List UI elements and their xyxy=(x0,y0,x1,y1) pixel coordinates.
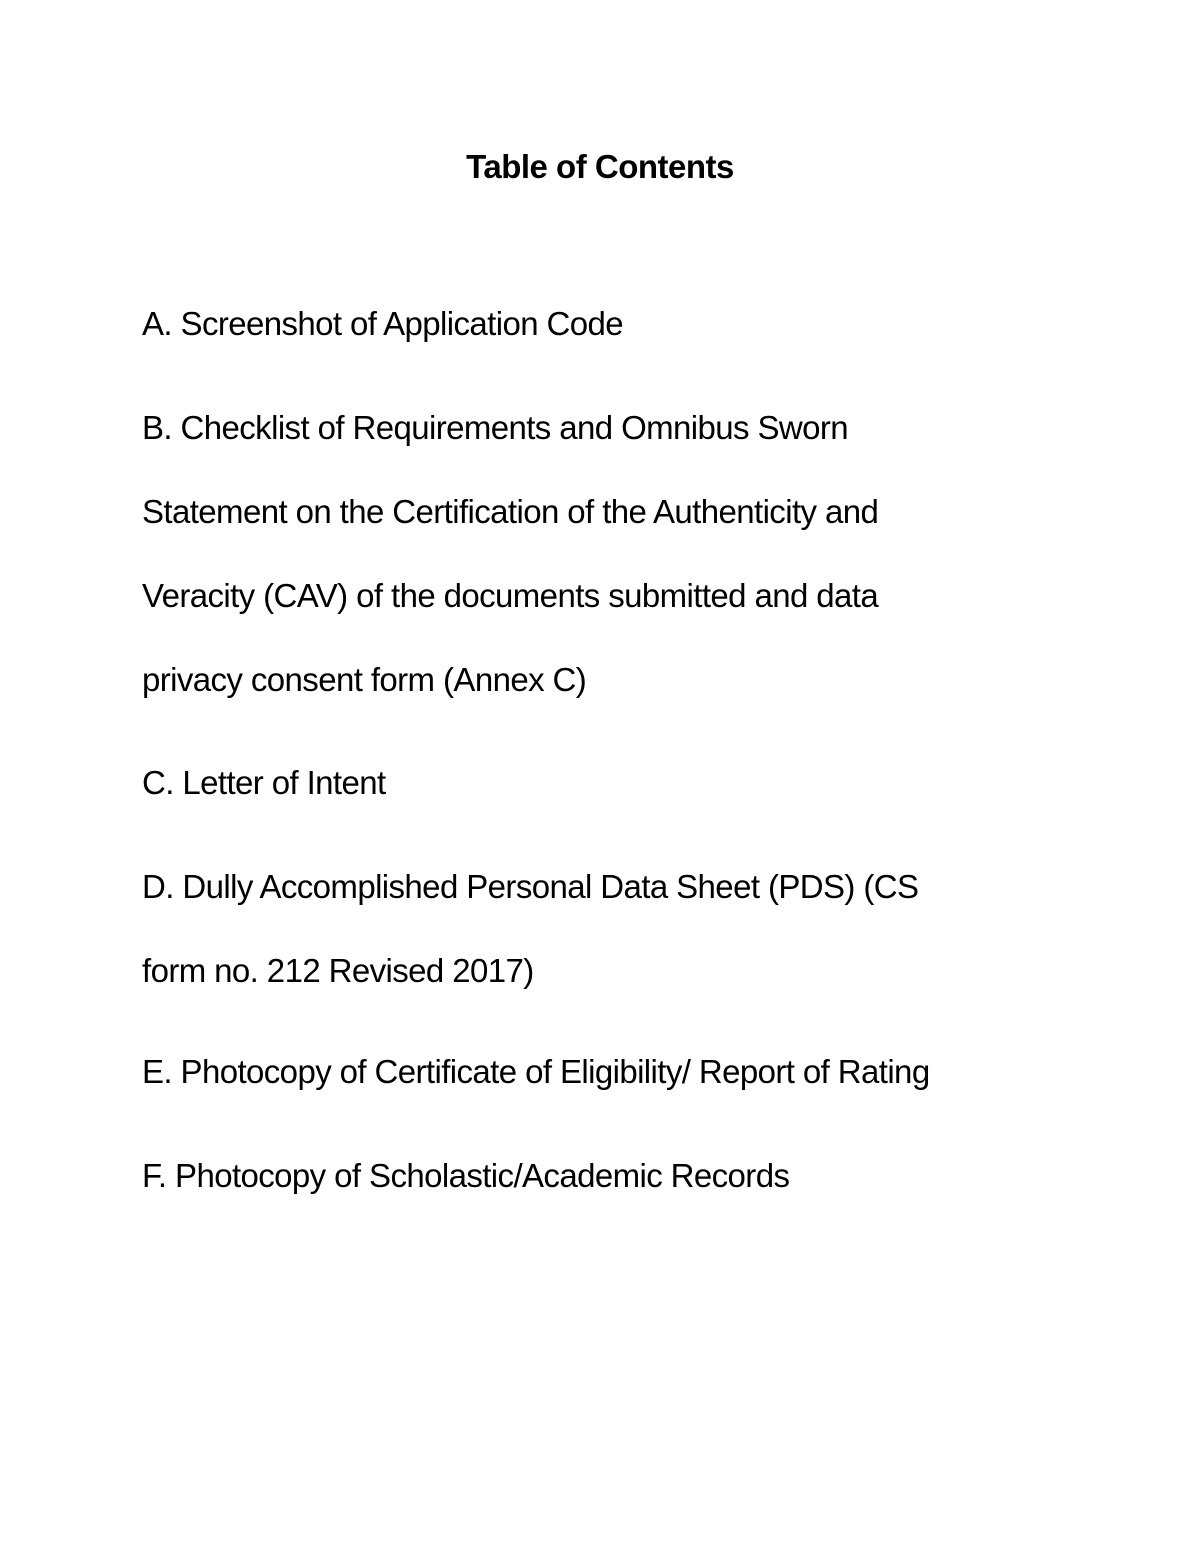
toc-entry-e: E. Photocopy of Certificate of Eligibility/ Report of Rating xyxy=(142,1053,930,1090)
toc-entry-b: B. Checklist of Requirements and Omnibus Sworn Statement on the Certification of the Authenticity and Veracity (CAV) of the documents submitted and data privacy consent form (Annex C) xyxy=(142,409,879,698)
toc-entry-a: A. Screenshot of Application Code xyxy=(142,305,624,342)
toc-entry-c: C. Letter of Intent xyxy=(142,764,386,801)
toc-entry-f: F. Photocopy of Scholastic/Academic Records xyxy=(142,1157,790,1194)
toc-entry-d: D. Dully Accomplished Personal Data Sheet (PDS) (CS form no. 212 Revised 2017) xyxy=(142,868,919,989)
page-title: Table of Contents xyxy=(466,148,734,185)
